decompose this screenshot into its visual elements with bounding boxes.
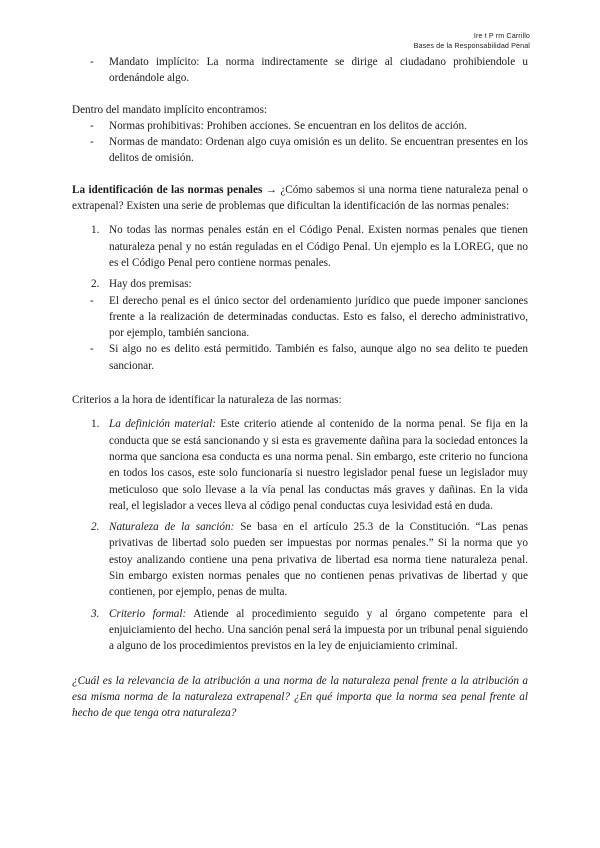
arrow-icon: →: [265, 183, 277, 196]
premise-item-2: [72, 341, 528, 374]
criteria-label: Criterio formal:: [109, 607, 187, 620]
criteria-item-2: [72, 519, 528, 600]
list-item-text: Mandato implícito: La norma indirectamente se dirige al ciudadano prohibiendole u ordenándole algo.: [109, 56, 528, 85]
dash-marker: -: [90, 119, 94, 132]
list-item-text: No todas las normas penales están en el Código Penal. Existen normas penales que tienen naturaleza penal y no están reguladas en el Código Penal. Un ejemplo es la LOREG, que no es el Código Penal pero contiene normas penales.: [109, 224, 528, 269]
list-item-normas-prohibitivas: [72, 118, 528, 134]
page-header: [414, 31, 530, 51]
criteria-item-1: [72, 416, 528, 514]
list-item-text: Hay dos premisas:: [109, 278, 192, 291]
list-item-text: Normas prohibitivas: Prohiben acciones. Se encuentran en los delitos de acción.: [109, 119, 467, 132]
list-item-text: El derecho penal es el único sector del ordenamiento jurídico que puede imponer sanciones frente a la realización de determinadas conductas. Esto es falso, el derecho administrativo, por ejemplo, también sanciona.: [109, 294, 528, 340]
criteria-label: Naturaleza de la sanción:: [109, 521, 235, 534]
dash-marker: -: [90, 343, 94, 356]
criteria-text: Atiende al procedimiento seguido y al órgano competente para el enjuiciamiento del hecho. Una sanción penal será la impuesta por un tribunal penal siguiendo a alguno de los procedimientos previstos en la ley de enjuiciamiento criminal.: [109, 607, 529, 653]
list-item-normas-mandato: [72, 134, 528, 167]
list-item-text: Si algo no es delito está permitido. También es falso, aunque algo no sea delito te pueden sancionar.: [109, 343, 528, 372]
number-marker: 3.: [91, 607, 100, 620]
criteria-text: Se basa en el artículo 25.3 de la Constitución. “Las penas privativas de libertad solo pueden ser impuestas por normas penales.” Si la norma que yo estoy analizando contiene una pena privativa de libertad esa norma tiene naturaleza penal. Sin embargo existen normas penales que no contienen penas privativas de libertad y que contienen, por ejemplo, penas de multa.: [109, 521, 528, 599]
document-body: [72, 54, 528, 721]
criteria-heading: Criterios a la hora de identificar la naturaleza de las normas:: [72, 394, 342, 407]
number-marker: 2.: [91, 278, 100, 291]
problem-item-1: [72, 222, 528, 271]
list-item-mandato-implicito: [72, 54, 528, 87]
number-marker: 1.: [91, 418, 100, 431]
dash-marker: -: [90, 56, 94, 68]
dash-marker: -: [90, 294, 94, 307]
criteria-item-3: [72, 606, 528, 655]
criteria-label: La definición material:: [109, 418, 216, 431]
number-marker: 2.: [91, 521, 100, 534]
list-item-text: Normas de mandato: Ordenan algo cuya omisión es un delito. Se encuentran presentes en los delitos de omisión.: [109, 136, 528, 165]
section-heading-implicit: Dentro del mandato implícito encontramos:: [72, 103, 268, 116]
problem-item-2: [72, 276, 528, 292]
identification-paragraph: [72, 182, 528, 215]
identification-title: La identificación de las normas penales: [72, 183, 263, 196]
document-subject: Bases de la Responsabilidad Penal: [413, 41, 530, 50]
criteria-text: Este criterio atiende al contenido de la norma penal. Se fija en la conducta que se está sancionando y si esta es gravemente dañina para la sociedad entonces la norma que sanciona esa conducta es una norma penal. Sin embargo, este criterio no funciona en todos los casos, este solo funcionaría si nuestro legislador penal fuese un legislador muy meticuloso que solo llevase a la vía penal las conductas más graves y dañinas. En la vida real, el legislador a veces lleva al código penal conductas cuya lesividad está en duda.: [109, 418, 528, 512]
closing-question: ¿Cuál es la relevancia de la atribución a una norma de la naturaleza penal frente a la atribución a esa misma norma de la naturaleza extrapenal? ¿En qué importa que la norma sea penal frente al hecho de que tenga otra naturaleza?: [72, 674, 528, 720]
author-name: Ire t P rm Carrillo: [473, 31, 530, 40]
identification-text: ¿Cómo sabemos si una norma tiene naturaleza penal o extrapenal? Existen una serie de problemas que dificultan la identificación de las normas penales:: [72, 183, 528, 213]
premise-item-1: [72, 293, 528, 342]
dash-marker: -: [90, 136, 94, 149]
number-marker: 1.: [91, 224, 100, 237]
